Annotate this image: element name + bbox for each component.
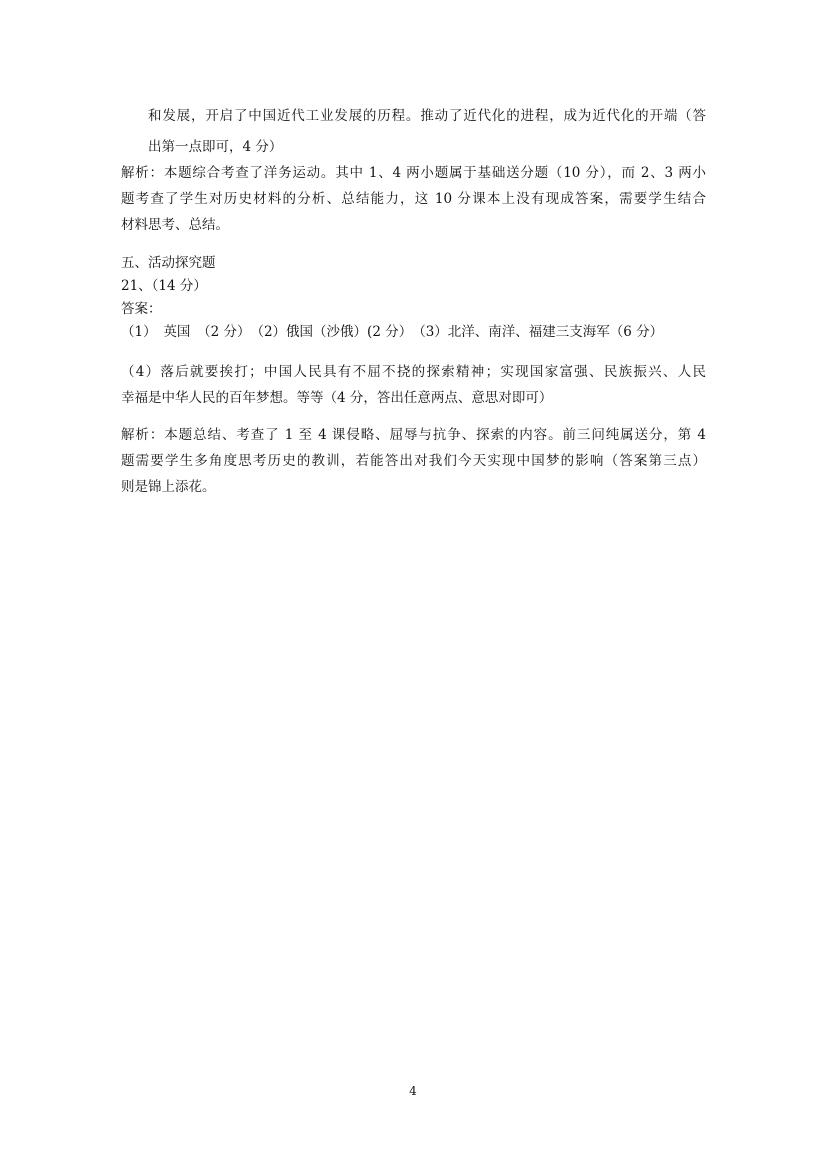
answer-line-2: （4）落后就要挨打；中国人民具有不屈不挠的探索精神；实现国家富强、民族振兴、人民 <box>121 364 706 380</box>
question-number: 21、（14 分） <box>121 278 207 294</box>
page-number: 4 <box>409 1084 417 1098</box>
answer-line-1: （1） 英国 （2 分） （2）俄国（沙俄）(2 分） （3）北洋、南洋、福建三支海军（6 分） <box>121 324 664 340</box>
answer-part-4 <box>121 359 706 411</box>
analysis-2-line-1: 解析：本题总结、考查了 1 至 4 课侵略、屈辱与抗争、探索的内容。前三问纯属送分，第 4 <box>121 427 706 443</box>
answer-line-3: 幸福是中华人民的百年梦想。等等（4 分，答出任意两点、意思对即可） <box>121 390 553 406</box>
analysis-2-line-3: 则是锦上添花。 <box>121 479 216 495</box>
analysis-1-line-3: 材料思考、总结。 <box>121 217 229 233</box>
analysis-2-line-2: 题需要学生多角度思考历史的教训，若能答出对我们今天实现中国梦的影响（答案第三点） <box>121 453 706 469</box>
section-5 <box>121 252 706 344</box>
analysis-paragraph-2 <box>121 422 706 500</box>
analysis-1-line-1: 解析：本题综合考查了洋务运动。其中 1、4 两小题属于基础送分题（10 分），而 2、3 两小 <box>121 165 706 181</box>
analysis-1-line-2: 题考查了学生对历史材料的分析、总结能力，这 10 分课本上没有现成答案，需要学生结合 <box>121 191 706 207</box>
section-heading: 五、活动探究题 <box>121 255 216 271</box>
analysis-paragraph-1 <box>121 160 706 238</box>
q20-answer-line-2: 出第一点即可，4 分） <box>148 139 283 155</box>
q20-answer-line-1: 和发展，开启了中国近代工业发展的历程。推动了近代化的进程，成为近代化的开端（答 <box>148 108 706 124</box>
answer-label: 答案： <box>121 301 162 317</box>
